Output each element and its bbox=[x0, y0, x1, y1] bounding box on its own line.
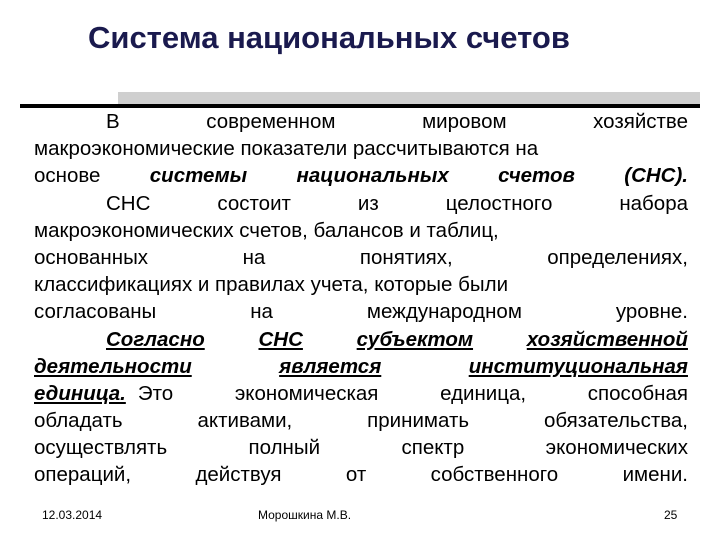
text-line: СНС состоит из целостного набора bbox=[106, 191, 688, 215]
text-line: операций, действуя от собственного имени. bbox=[34, 463, 688, 487]
text-line: единица. Это экономическая единица, способная bbox=[34, 381, 688, 405]
text-line: основе системы национальных счетов (СНС). bbox=[34, 164, 688, 188]
text-line: Согласно СНС субъектом хозяйственной bbox=[106, 327, 688, 351]
page-number: 25 bbox=[664, 508, 678, 522]
text-line: макроэкономические показатели рассчитываются на bbox=[34, 137, 539, 161]
slide-title: Система национальных счетов bbox=[88, 20, 570, 55]
footer-date: 12.03.2014 bbox=[42, 508, 103, 522]
text-line: обладать активами, принимать обязательства, bbox=[34, 409, 688, 433]
text-line: макроэкономических счетов, балансов и таблиц, bbox=[34, 218, 499, 242]
text-line: деятельности является институциональная bbox=[34, 354, 688, 378]
text-line: классификациях и правилах учета, которые были bbox=[34, 273, 509, 297]
text-line: основанных на понятиях, определениях, bbox=[34, 245, 688, 269]
slide-body bbox=[34, 108, 688, 489]
footer-author: Морошкина М.В. bbox=[258, 508, 352, 522]
text-line: согласованы на международном уровне. bbox=[34, 300, 688, 324]
text-line: В современном мировом хозяйстве bbox=[106, 110, 688, 133]
text-line: осуществлять полный спектр экономических bbox=[34, 436, 688, 460]
